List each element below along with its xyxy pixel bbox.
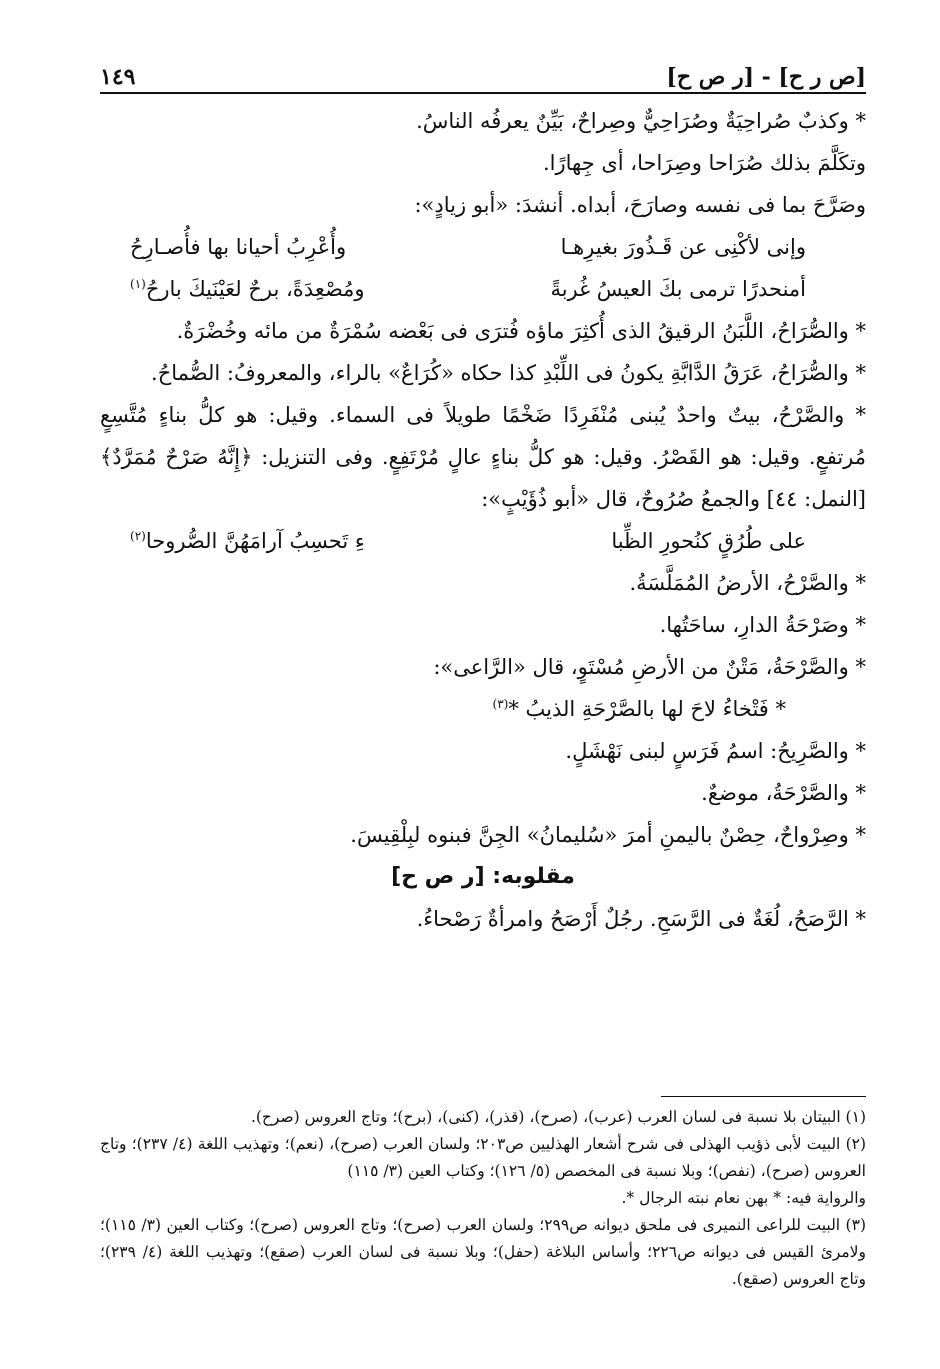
verse-second-hemistich	[130, 268, 365, 310]
verse-second-hemistich	[130, 520, 365, 562]
footnote-1: (١) البيتان بلا نسبة فى لسان العرب (عرب)، (صرح)، (قذر)، (كنى)، (برح)؛ وتاج العروس (صرح).	[250, 1108, 866, 1126]
verse-text	[493, 688, 787, 730]
entry-paragraph: * وصِرْواحٌ، حِصْنٌ باليمنِ أمرَ «سُليمانُ» الجِنَّ فبنوه لبِلْقِيسَ.	[350, 823, 866, 847]
main-text	[100, 100, 866, 940]
verse-text: ءِ تَحسِبُ آرامَهُنَّ الصُّروحا	[145, 529, 365, 553]
section-heading: مقلوبه: [ر ص ح]	[391, 864, 575, 889]
footnote-marker: (٣)	[492, 697, 509, 711]
verse-text: ومُصْعِدَةً، برحٌ لعَيْنَيكَ بارحُ	[145, 277, 365, 301]
verse-first-hemistich: أمنحدرًا ترمى بكَ العيسُ غُربةً	[550, 277, 806, 301]
entry-paragraph: * والصَّرْحُ، الأرضُ المُمَلَّسَةُ.	[629, 571, 866, 595]
entry-paragraph: وصَرَّحَ بما فى نفسه وصارَحَ، أبداه. أنشدَ: «أبو زيادٍ»:	[414, 193, 866, 217]
verse-second-hemistich: وأُعْرِبُ أحيانا بها فأُصـارِحُ	[130, 235, 347, 259]
entry-paragraph: * والصَّرْحُ، بيتٌ واحدٌ يُبنى مُنْفَرِدًا ضَخْمًا طويلاً فى السماء. وقيل: هو كلُّ بناءٍ مُتَّسِعٍ مُرتفعٍ. وقيل: هو القَصْرُ. وقيل: هو كلُّ بناءٍ عالٍ مُرْتَفِعٍ. وفى التنزيل: ﴿إِنَّهُ صَرْحٌ مُمَرَّدٌ﴾ [النمل: ٤٤] والجمعُ صُرُوحٌ، قال «أبو ذُؤَيْبٍ»:	[100, 403, 866, 511]
verse-line	[100, 520, 866, 562]
verse-first-hemistich: على طُرُقٍ كنُحورِ الظِّبا	[611, 529, 806, 553]
verse-text: * فَتْخاءُ لاحَ لها بالصَّرْحَةِ الذيبُ *	[508, 697, 786, 721]
footnote-2: (٢) البيت لأبى ذؤيب الهذلى فى شرح أشعار الهذليين ص٢٠٣؛ ولسان العرب (صرح)، (نعم)؛ وتهذيب اللغة (٤/ ٢٣٧)؛ وتاج العروس (صرح)، (نفص)؛ وبلا نسبة فى المخصص (٥/ ١٢٦)؛ وكتاب العين (٣/ ١١٥)	[100, 1135, 867, 1180]
entry-paragraph: * الرَّصَحُ، لُغَةٌ فى الرَّسَحِ. رجُلٌ أَرْصَحُ وامرأةٌ رَصْحاءُ.	[416, 907, 866, 931]
header-rule	[100, 92, 866, 94]
page-number: ١٤٩	[100, 64, 136, 90]
entry-paragraph: * وكذبٌ صُراحِيَةٌ وصُرَاحِيٌّ وصِراحٌ، بَيِّنٌ يعرفُه الناسُ.	[416, 109, 866, 133]
running-header	[100, 54, 866, 90]
entry-paragraph: * والصُّرَاحُ، اللَّبَنُ الرقيقُ الذى أُكثِرَ ماؤه فُترَى فى بَعْضه سُمْرَةٌ من مائه وخُضْرَةٌ.	[176, 319, 866, 343]
entry-paragraph: وتكَلَّمَ بذلك صُرَاحا وصِرَاحا، أى جِهارًا.	[542, 151, 866, 175]
footnote-2-continuation: والرواية فيه: * بهن نعام نبته الرجال *.	[621, 1189, 866, 1207]
entry-paragraph: * والصَّرْحَةُ، مَتْنٌ من الأرضِ مُسْتَوٍ، قال «الرَّاعى»:	[433, 655, 866, 679]
footnote-marker: (٢)	[130, 529, 146, 543]
verse-line	[100, 268, 866, 310]
verse-line	[100, 688, 866, 730]
running-title: [ص ر ح] - [ر ص ح]	[666, 64, 866, 90]
verse-line	[100, 226, 866, 268]
footnote-3: (٣) البيت للراعى النميرى فى ملحق ديوانه ص٢٩٩؛ ولسان العرب (صرح)؛ وتاج العروس (صرح)؛ وكتاب العين (٣/ ١١٥)؛ ولامرئ القيس فى ديوانه ص٢٢٦؛ وأساس البلاغة (حفل)؛ وبلا نسبة فى لسان العرب (صقع)؛ وتهذيب اللغة (٤/ ٢٣٩)؛ وتاج العروس (صقع).	[100, 1216, 867, 1288]
footnote-marker: (١)	[130, 277, 146, 291]
entry-paragraph: * والصُّرَاحُ، عَرَقُ الدَّابَّةِ يكونُ فى اللِّبْدِ كذا حكاه «كُرَاعٌ» بالراء، والمعروفُ: الصُّماحُ.	[151, 361, 866, 385]
entry-paragraph: * والصَّرْحَةُ، موضعٌ.	[701, 781, 866, 805]
entry-paragraph: * والصَّرِيحُ: اسمُ فَرَسٍ لبنى نَهْشَلٍ.	[565, 739, 866, 763]
entry-paragraph: * وصَرْحَةُ الدارِ، ساحَتُها.	[659, 613, 866, 637]
verse-first-hemistich: وإنى لأكْنِى عن قَـذُورَ بغيرِهـا	[560, 235, 806, 259]
footnotes	[100, 1104, 866, 1293]
footnote-rule	[661, 1096, 866, 1097]
